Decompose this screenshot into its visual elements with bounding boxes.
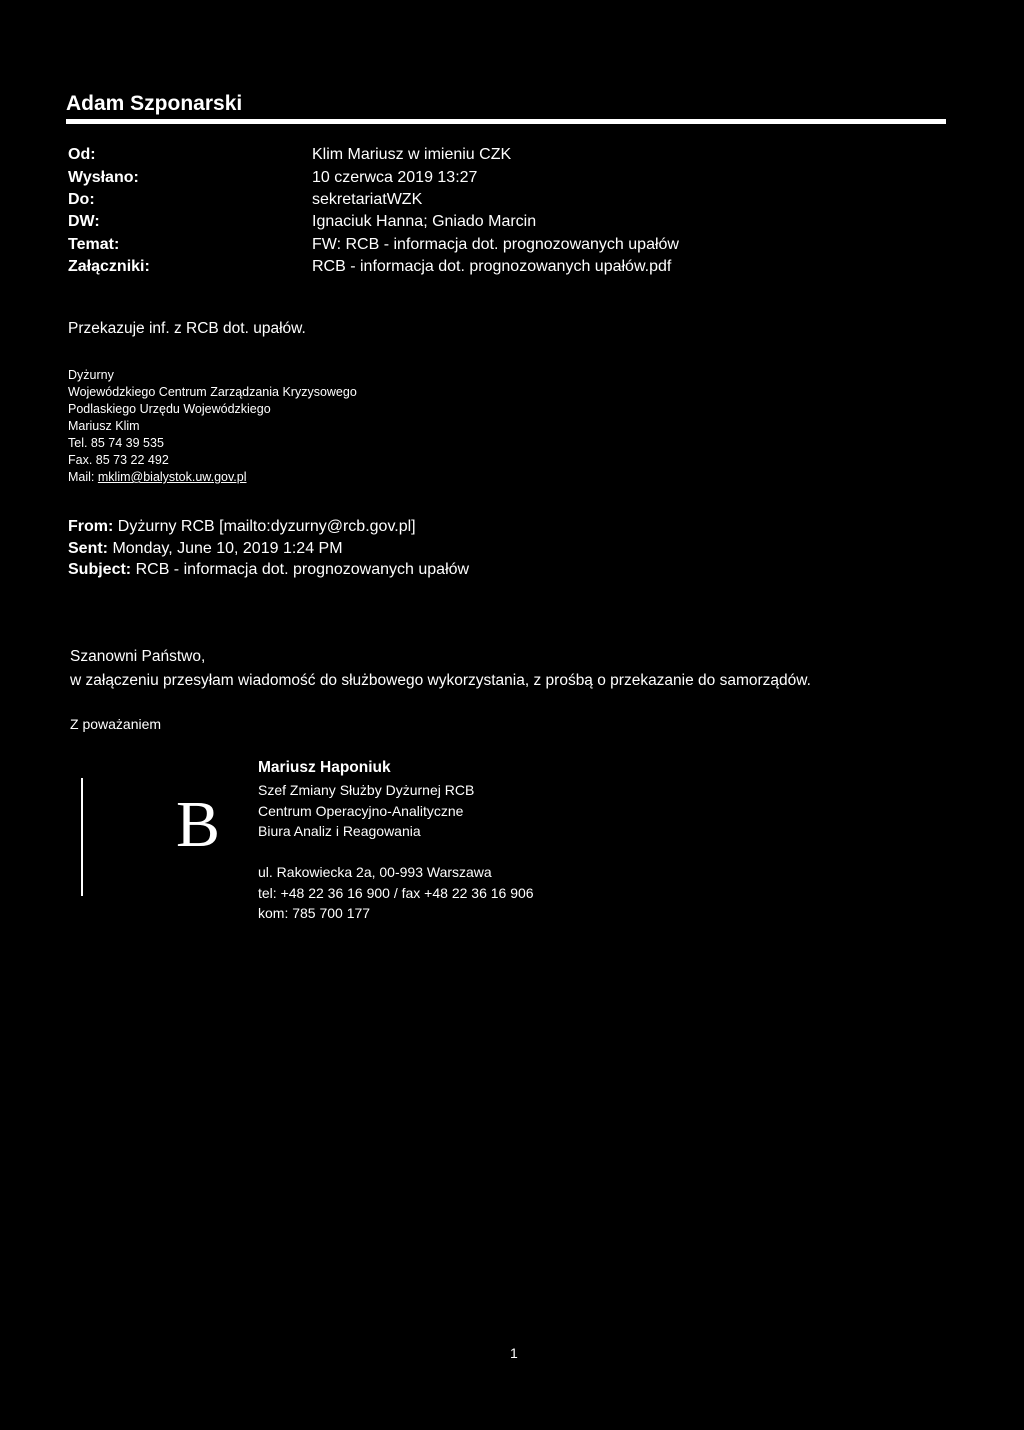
- original-from-label: From:: [68, 518, 114, 535]
- header-value-sent: 10 czerwca 2019 13:27: [312, 169, 478, 186]
- header-value-subject: FW: RCB - informacja dot. prognozowanych upałów: [312, 236, 679, 253]
- original-sent-value: Monday, June 10, 2019 1:24 PM: [112, 540, 343, 557]
- greeting: Szanowni Państwo,: [70, 648, 206, 665]
- original-subject-label: Subject:: [68, 561, 132, 578]
- signature-line: Dyżurny: [68, 368, 114, 382]
- card-line: Biura Analiz i Reagowania: [258, 823, 421, 839]
- card-line: Szef Zmiany Służby Dyżurnej RCB: [258, 782, 475, 798]
- signature-line: Mariusz Klim: [68, 419, 140, 433]
- header-value-to: sekretariatWZK: [312, 191, 423, 208]
- header-divider: [66, 119, 946, 124]
- header-label-attachments: Załączniki:: [68, 258, 150, 275]
- original-sent-label: Sent:: [68, 540, 108, 557]
- page-number: 1: [510, 1345, 518, 1361]
- signature-line: Tel. 85 74 39 535: [68, 436, 164, 450]
- header-label-sent: Wysłano:: [68, 169, 139, 186]
- original-subject-value: RCB - informacja dot. prognozowanych upałów: [135, 561, 470, 578]
- original-from-value: Dyżurny RCB [mailto:dyzurny@rcb.gov.pl]: [117, 518, 416, 535]
- header-label-to: Do:: [68, 191, 95, 208]
- signature-line: Fax. 85 73 22 492: [68, 453, 169, 467]
- original-subject: [68, 561, 469, 579]
- closing: Z poważaniem: [70, 716, 162, 732]
- original-sent: [68, 540, 343, 558]
- card-line: Centrum Operacyjno-Analityczne: [258, 803, 464, 819]
- mail-link[interactable]: mklim@bialystok.uw.gov.pl: [97, 470, 247, 484]
- card-name: Mariusz Haponiuk: [258, 759, 391, 776]
- card-divider: [81, 778, 83, 896]
- sender-name: Adam Szponarski: [66, 92, 243, 115]
- header-label-cc: DW:: [68, 213, 100, 230]
- card-mobile: kom: 785 700 177: [258, 905, 371, 921]
- signature-mail: [68, 470, 247, 484]
- card-phone: tel: +48 22 36 16 900 / fax +48 22 36 16 906: [258, 885, 534, 901]
- mail-label: Mail:: [68, 470, 95, 484]
- signature-line: Podlaskiego Urzędu Wojewódzkiego: [68, 402, 271, 416]
- header-label-from: Od:: [68, 146, 96, 163]
- message-body: w załączeniu przesyłam wiadomość do służbowego wykorzystania, z prośbą o przekazanie do samorządów.: [70, 672, 811, 689]
- signature-line: Wojewódzkiego Centrum Zarządzania Kryzysowego: [68, 385, 357, 399]
- attachment-link[interactable]: RCB - informacja dot. prognozowanych upałów.pdf: [312, 258, 672, 275]
- original-from: [68, 518, 416, 536]
- header-value-from: Klim Mariusz w imieniu CZK: [312, 146, 512, 163]
- header-value-cc: Ignaciuk Hanna; Gniado Marcin: [312, 213, 537, 230]
- rcb-logo: B: [176, 788, 221, 861]
- intro-text: Przekazuje inf. z RCB dot. upałów.: [68, 320, 306, 337]
- card-address: ul. Rakowiecka 2a, 00-993 Warszawa: [258, 864, 492, 880]
- header-label-subject: Temat:: [68, 236, 120, 253]
